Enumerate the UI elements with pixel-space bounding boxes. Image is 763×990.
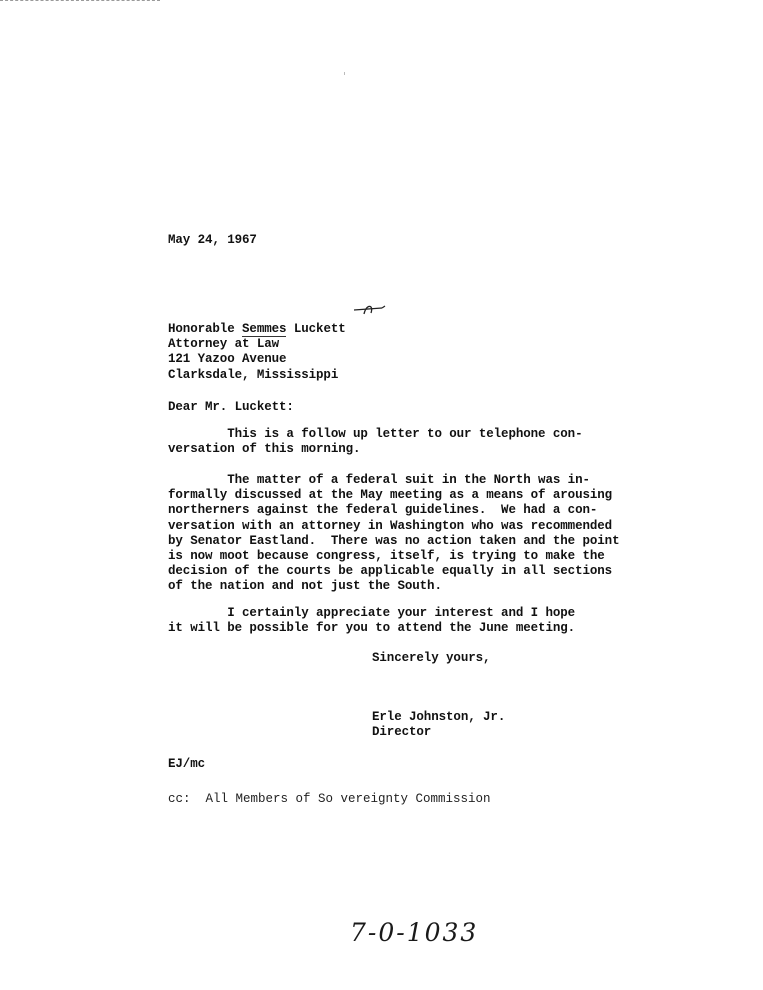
letter-date: May 24, 1967 — [168, 233, 257, 247]
paragraph-2: The matter of a federal suit in the North was in- formally discussed at the May meeting as a means of arousing northerners against the federal guidelines. We had a con- versation with an attorney in Washington who was recommended by Senator Eastland. There was no action taken and the point is now moot because congress, itself, is trying to make the decision of the courts be applicable equally in all sections of the nation and not just the South. — [168, 473, 620, 594]
cc-line: cc: All Members of So vereignty Commission — [168, 792, 491, 806]
signature-name: Erle Johnston, Jr. — [372, 710, 506, 724]
paragraph-3: I certainly appreciate your interest and I hope it will be possible for you to attend the June meeting. — [168, 606, 576, 636]
handwritten-file-number: 7-0-1033 — [350, 918, 479, 947]
recipient-line2: Attorney at Law — [168, 337, 280, 352]
handwritten-pen-mark — [352, 300, 386, 318]
signature-block — [372, 710, 505, 740]
paragraph-1: This is a follow up letter to our telephone con- versation of this morning. — [168, 427, 583, 457]
paper-speck — [344, 72, 345, 75]
handwritten-underline — [242, 336, 286, 337]
recipient-line3: 121 Yazoo Avenue — [168, 352, 287, 367]
top-dashed-edge — [0, 0, 160, 3]
typist-initials: EJ/mc — [168, 757, 206, 771]
signature-title: Director — [372, 725, 432, 740]
recipient-last-name: Luckett — [286, 322, 346, 336]
recipient-line4: Clarksdale, Mississippi — [168, 367, 339, 382]
recipient-first-name — [242, 322, 286, 336]
recipient-first-name-text: Semmes — [242, 322, 287, 336]
recipient-address-block — [168, 322, 346, 383]
recipient-line1-prefix: Honorable — [168, 322, 243, 336]
salutation: Dear Mr. Luckett: — [168, 400, 294, 414]
closing: Sincerely yours, — [372, 651, 491, 665]
